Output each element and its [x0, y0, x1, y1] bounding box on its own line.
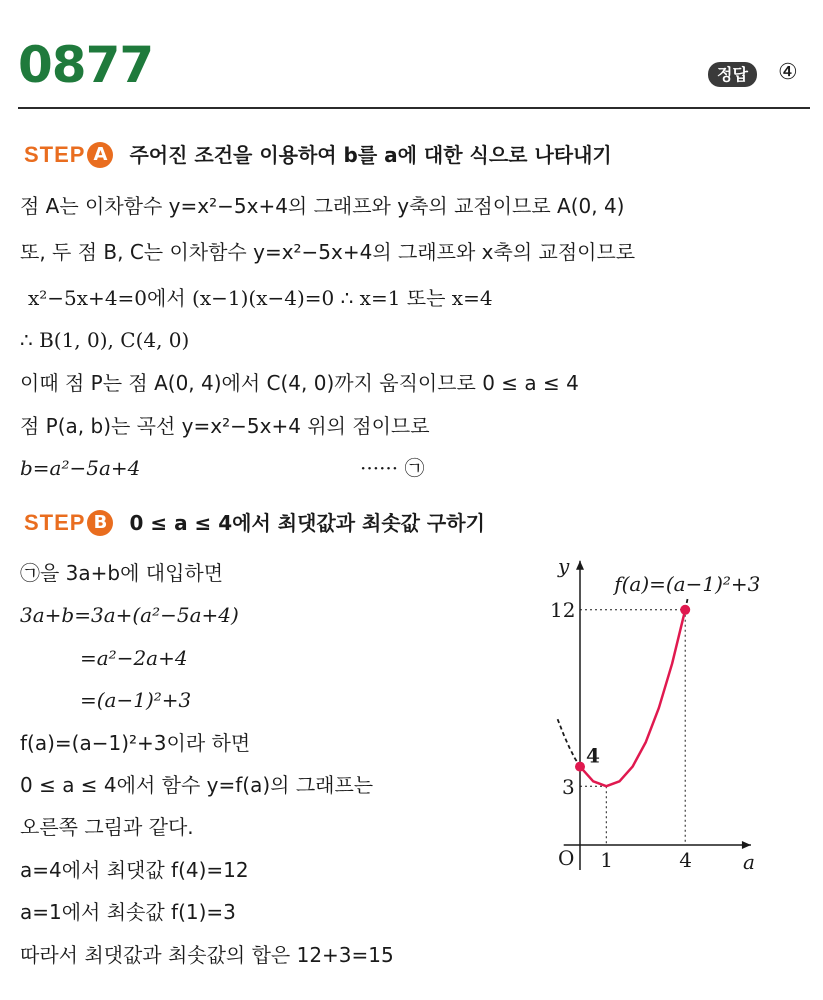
- function-graph: [500, 555, 800, 885]
- problem-number: 0877: [18, 36, 154, 94]
- step-b-line-3: =a²−2a+4: [80, 646, 188, 670]
- step-b-heading: [24, 510, 485, 536]
- step-a-line-3: x²−5x+4=0에서 (x−1)(x−4)=0 ∴ x=1 또는 x=4: [28, 286, 493, 310]
- step-b-line-9: a=1에서 최솟값 f(1)=3: [20, 900, 236, 924]
- step-b-line-4: =(a−1)²+3: [80, 688, 192, 712]
- series-line-1: [558, 719, 580, 766]
- answer-value: ④: [778, 60, 798, 85]
- y-tick-label-3: 3: [562, 775, 575, 800]
- step-a-line-2: 또, 두 점 B, C는 이차함수 y=x²−5x+4의 그래프와 x축의 교점이므로: [20, 240, 636, 264]
- step-a-title: 주어진 조건을 이용하여 b를 a에 대한 식으로 나타내기: [129, 143, 612, 167]
- step-a-line-1: 점 A는 이차함수 y=x²−5x+4의 그래프와 y축의 교점이므로 A(0, 4): [20, 194, 625, 218]
- origin-label: O: [558, 846, 575, 870]
- y-tick-label-12: 12: [550, 597, 576, 622]
- step-b-line-10: 따라서 최댓값과 최솟값의 합은 12+3=15: [20, 943, 394, 967]
- step-b-line-5: f(a)=(a−1)²+3이라 하면: [20, 731, 251, 755]
- step-b-line-7: 오른쪽 그림과 같다.: [20, 815, 194, 839]
- highlight-point-0: [575, 762, 585, 772]
- step-b-line-6: 0 ≤ a ≤ 4에서 함수 y=f(a)의 그래프는: [20, 773, 374, 797]
- step-a-line-6: 점 P(a, b)는 곡선 y=x²−5x+4 위의 점이므로: [20, 414, 430, 438]
- y-axis-label: y: [558, 555, 570, 578]
- step-b-line-1: ㉠을 3a+b에 대입하면: [20, 561, 224, 585]
- step-a-word: STEP: [24, 142, 86, 167]
- step-b-line-2: 3a+b=3a+(a²−5a+4): [20, 603, 239, 627]
- step-b-word: STEP: [24, 510, 86, 535]
- x-tick-label-1: 1: [600, 848, 614, 872]
- step-a-letter: A: [87, 142, 113, 168]
- header-divider: [18, 107, 810, 109]
- function-label: f(a)=(a−1)²+3: [614, 571, 761, 596]
- equation-marker: ······ ㉠: [360, 456, 425, 480]
- answer-badge: 정답: [708, 62, 757, 87]
- step-b-title: 0 ≤ a ≤ 4에서 최댓값과 최솟값 구하기: [129, 511, 485, 535]
- x-tick-label-4: 4: [679, 848, 692, 872]
- step-b-letter: B: [87, 510, 113, 536]
- step-a-line-5: 이때 점 P는 점 A(0, 4)에서 C(4, 0)까지 움직이므로 0 ≤ a ≤ 4: [20, 371, 579, 395]
- step-a-line-4: ∴ B(1, 0), C(4, 0): [20, 328, 190, 352]
- y-tick-label-4: 4: [586, 743, 600, 768]
- step-a-line-7: b=a²−5a+4: [20, 456, 141, 480]
- x-axis-label: a: [742, 850, 755, 874]
- highlight-point-1: [680, 605, 690, 615]
- y-axis-arrow: [576, 561, 584, 570]
- step-a-heading: [24, 142, 612, 168]
- x-axis-arrow: [742, 841, 751, 849]
- step-b-line-8: a=4에서 최댓값 f(4)=12: [20, 858, 249, 882]
